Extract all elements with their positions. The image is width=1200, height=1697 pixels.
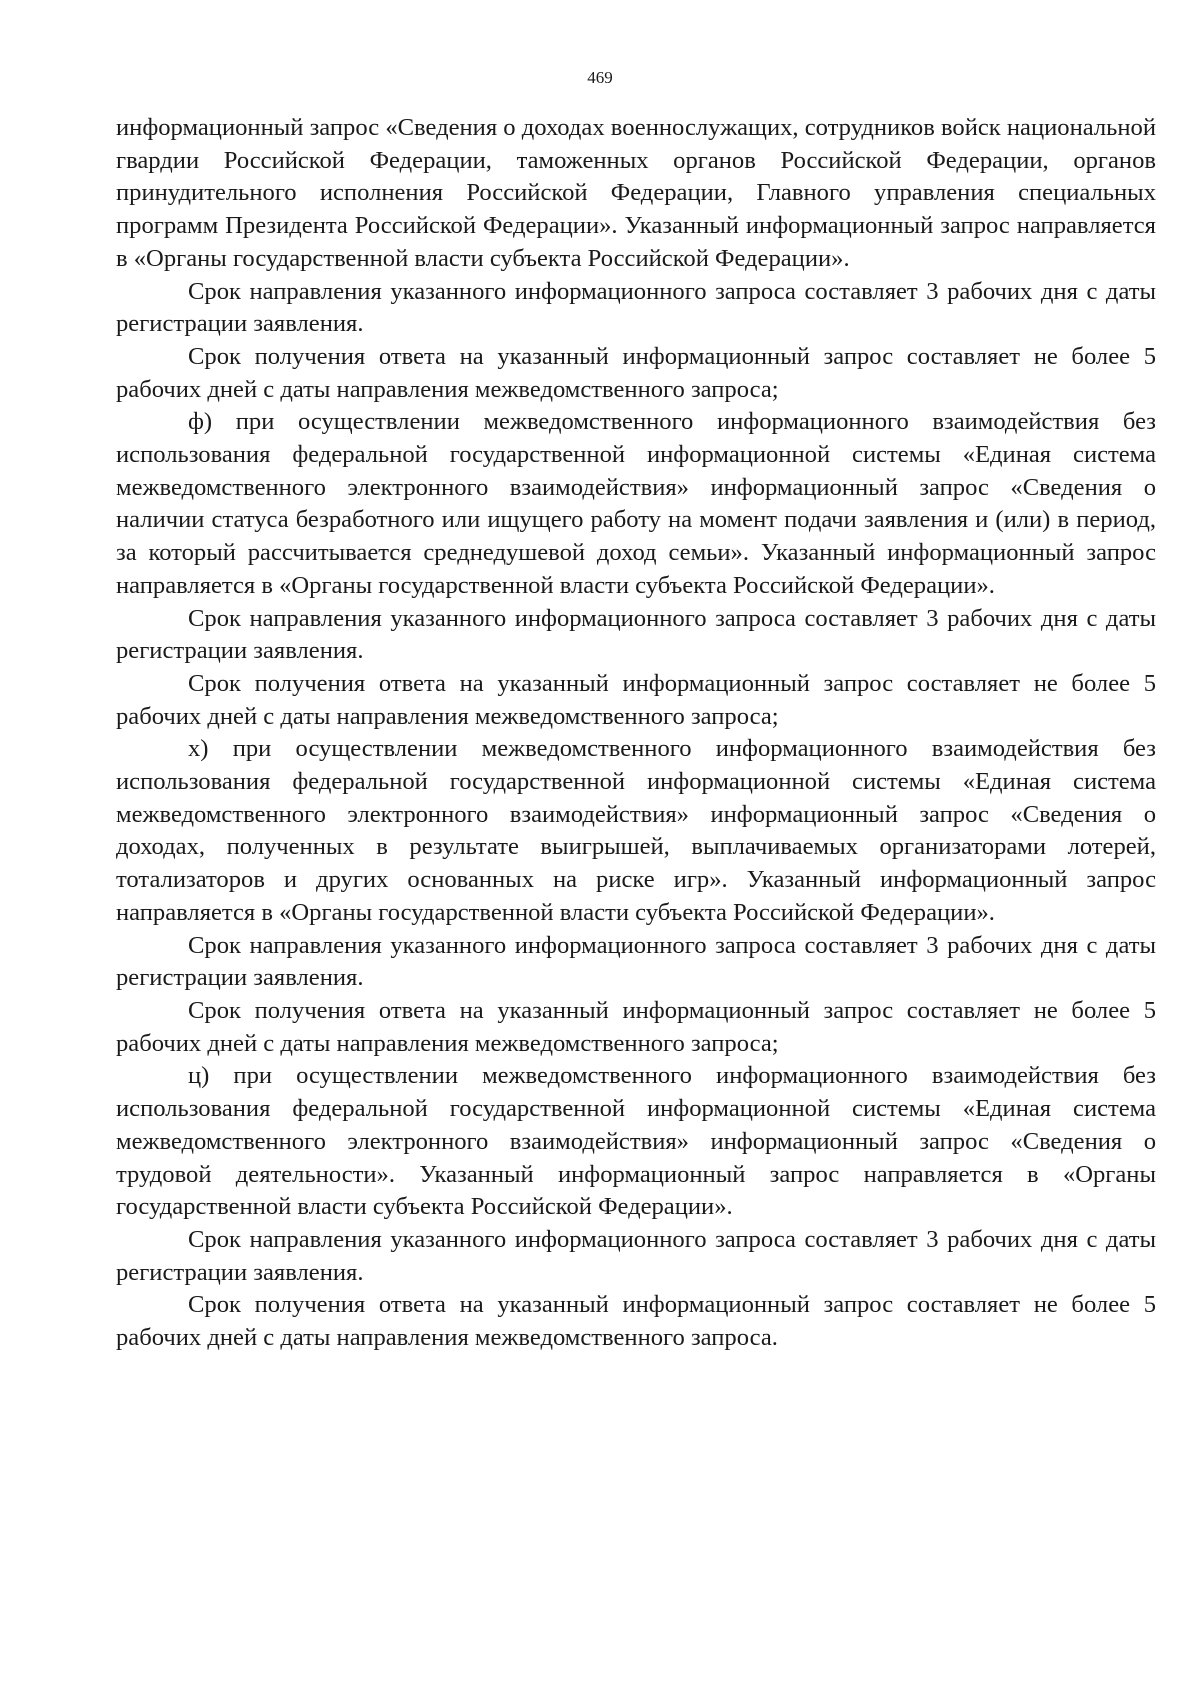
paragraph: Срок направления указанного информационного запроса составляет 3 рабочих дня с даты регистрации заявления. — [116, 604, 1156, 665]
paragraph: Срок направления указанного информационного запроса составляет 3 рабочих дня с даты регистрации заявления. — [116, 277, 1156, 338]
document-body — [116, 112, 1156, 1355]
paragraph: Срок получения ответа на указанный информационный запрос составляет не более 5 рабочих дней с даты направления межведомственного запроса; — [116, 996, 1156, 1057]
paragraph: ц) при осуществлении межведомственного информационного взаимодействия без использования федеральной государственной информационной системы «Единая система межведомственного электронного взаимодействия» информационный запрос «Сведения о трудовой деятельности». Указанный информационный запрос направляется в «Органы государственной власти субъекта Российской Федерации». — [116, 1062, 1156, 1221]
paragraph: Срок получения ответа на указанный информационный запрос составляет не более 5 рабочих дней с даты направления межведомственного запроса. — [116, 1291, 1156, 1352]
paragraph: х) при осуществлении межведомственного информационного взаимодействия без использования федеральной государственной информационной системы «Единая система межведомственного электронного взаимодействия» информационный запрос «Сведения о доходах, полученных в результате выигрышей, выплачиваемых организаторами лотерей, тотализаторов и других основанных на риске игр». Указанный информационный запрос направляется в «Органы государственной власти субъекта Российской Федерации». — [116, 735, 1156, 926]
paragraph: Срок направления указанного информационного запроса составляет 3 рабочих дня с даты регистрации заявления. — [116, 1225, 1156, 1286]
paragraph: Срок получения ответа на указанный информационный запрос составляет не более 5 рабочих дней с даты направления межведомственного запроса; — [116, 669, 1156, 730]
paragraph: информационный запрос «Сведения о доходах военнослужащих, сотрудников войск национальной гвардии Российской Федерации, таможенных органов Российской Федерации, органов принудительного исполнения Российской Федерации, Главного управления специальных программ Президента Российской Федерации». Указанный информационный запрос направляется в «Органы государственной власти субъекта Российской Федерации». — [116, 114, 1156, 272]
paragraph: Срок направления указанного информационного запроса составляет 3 рабочих дня с даты регистрации заявления. — [116, 931, 1156, 992]
page-number: 469 — [587, 68, 613, 87]
paragraph: ф) при осуществлении межведомственного информационного взаимодействия без использования федеральной государственной информационной системы «Единая система межведомственного электронного взаимодействия» информационный запрос «Сведения о наличии статуса безработного или ищущего работу на момент подачи заявления и (или) в период, за который рассчитывается среднедушевой доход семьи». Указанный информационный запрос направляется в «Органы государственной власти субъекта Российской Федерации». — [116, 408, 1156, 599]
paragraph: Срок получения ответа на указанный информационный запрос составляет не более 5 рабочих дней с даты направления межведомственного запроса; — [116, 342, 1156, 403]
